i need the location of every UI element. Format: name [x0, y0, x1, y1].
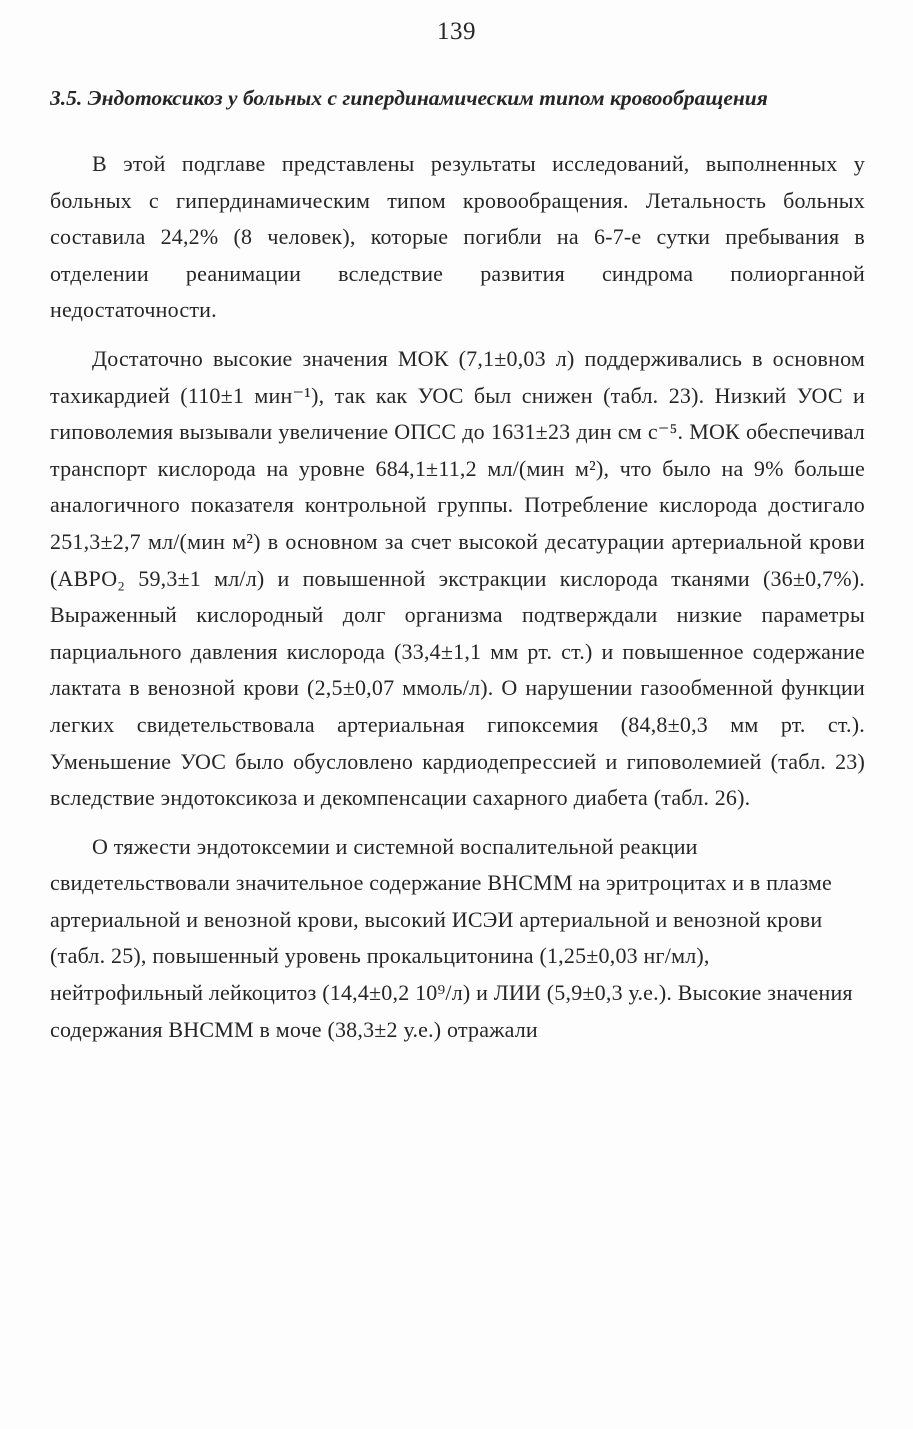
section-heading: 3.5. Эндотоксикоз у больных с гипердинамическим типом кровообращения	[50, 86, 768, 110]
page-number: 139	[437, 18, 476, 45]
body-text	[50, 146, 865, 1060]
paragraph: Достаточно высокие значения МОК (7,1±0,03 л) поддерживались в основном тахикардией (110±1 мин⁻¹), так как УОС был снижен (табл. 23). Низкий УОС и гиповолемия вызывали увеличение ОПСС до 1631±23 дин см с⁻⁵. МОК обеспечивал транспорт кислорода на уровне 684,1±11,2 мл/(мин м²), что было на 9% больше аналогичного показателя контрольной группы. Потребление кислорода достигало 251,3±2,7 мл/(мин м²) в основном за счет высокой десатурации артериальной крови (АВРО₂ 59,3±1 мл/л) и повышенной экстракции кислорода тканями (36±0,7%). Выраженный кислородный долг организма подтверждали низкие параметры парциального давления кислорода (33,4±1,1 мм рт. ст.) и повышенное содержание лактата в венозной крови (2,5±0,07 ммоль/л). О нарушении газообменной функции легких свидетельствовала артериальная гипоксемия (84,8±0,3 мм рт. ст.). Уменьшение УОС было обусловлено кардиодепрессией и гиповолемией (табл. 23) вследствие эндотоксикоза и декомпенсации сахарного диабета (табл. 26).	[50, 345, 865, 811]
paragraph: В этой подглаве представлены результаты исследований, выполненных у больных с гипердинамическим типом кровообращения. Летальность больных составила 24,2% (8 человек), которые погибли на 6-7-е сутки пребывания в отделении реанимации вследствие развития синдрома полиорганной недостаточности.	[50, 151, 865, 323]
paragraph: О тяжести эндотоксемии и системной воспалительной реакции свидетельствовали значительное содержание ВНСММ на эритроцитах и в плазме артериальной и венозной крови, высокий ИСЭИ артериальной и венозной крови (табл. 25), повышенный уровень прокальцитонина (1,25±0,03 нг/мл), нейтрофильный лейкоцитоз (14,4±0,2 10⁹/л) и ЛИИ (5,9±0,3 у.е.). Высокие значения содержания ВНСММ в моче (38,3±2 у.е.) отражали	[50, 833, 853, 1042]
